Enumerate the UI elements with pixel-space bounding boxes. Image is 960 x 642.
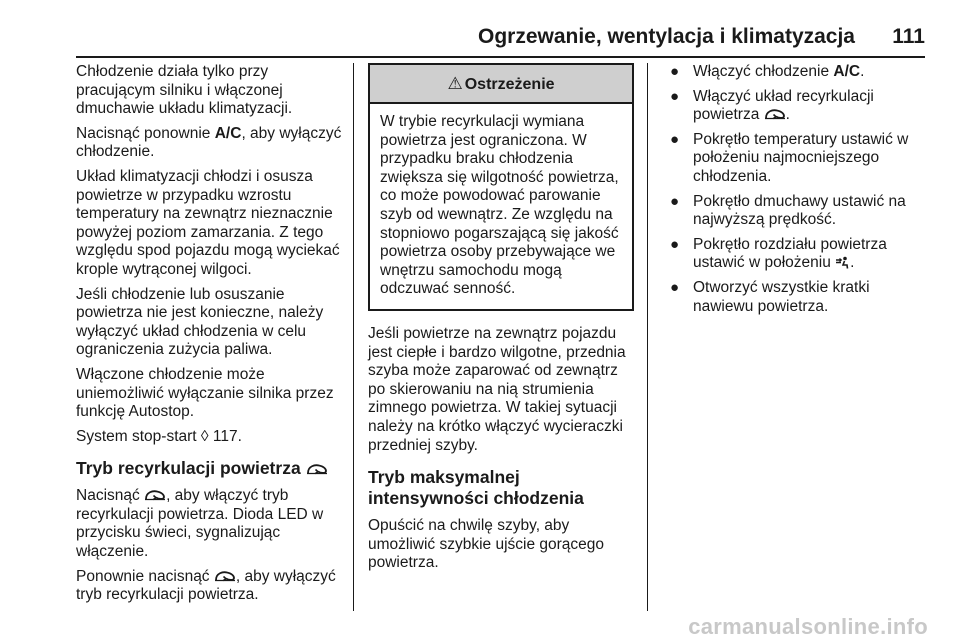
list-item: ● Pokrętło temperatury ustawić w położeniu najmocniejszego chłodzenia. [670,130,909,185]
bullet-icon: ● [670,63,680,80]
section-heading: Tryb recyrkulacji powietrza [76,458,348,479]
bullet-icon: ● [670,192,680,210]
list-item: ● Pokrętło rozdziału powietrza ustawić w położeniu . [670,235,887,272]
paragraph: Układ klimatyzacji chłodzi i osusza powietrze w przypadku wzrostu temperatury na zewnątrz nieznacznie powyżej poziom zamarzania. Z tego względu spod pojazdu mogą wyciekać krople wytrąconej wilgoci. [76,167,340,278]
warning-title: Ostrzeżenie [464,76,555,93]
column-3 [664,63,926,322]
ac-key-label: A/C [833,63,861,80]
list-item: ● Otworzyć wszystkie kratki nawiewu powietrza. [670,278,870,315]
list-item: ● Pokrętło dmuchawy ustawić na najwyższą prędkość. [670,192,906,229]
warning-text: W trybie recyrkulacji wymiana powietrza jest ograniczona. W przypadku braku chłodzenia zwiększa się wilgotność powietrza, co może powodować parowanie szyb od wewnątrz. Ze względu na stopniowo pogarszającą się jakość powietrza osoby przebywające we wnętrzu samochodu mogą odczuwać senność. [380,113,619,298]
page-header [76,22,925,58]
column-divider-2 [647,63,648,611]
paragraph: Ponownie nacisnąć , aby wyłączyć tryb recyrkulacji powietrza. [76,567,336,604]
warning-box [368,63,634,311]
warning-header [370,65,632,104]
air-distribution-face-icon [835,256,850,269]
paragraph: Nacisnąć ponownie A/C, aby wyłączyć chłodzenie. [76,124,342,161]
bullet-icon: ● [670,278,680,296]
paragraph: Włączone chłodzenie może uniemożliwić wyłączanie silnika przez funkcję Autostop. [76,365,334,421]
air-recirculation-icon [306,463,328,475]
air-recirculation-icon [764,108,786,120]
paragraph: Jeśli chłodzenie lub osuszanie powietrza nie jest konieczne, należy wyłączyć układ chłodzenia w celu ograniczenia zużycia paliwa. [76,285,324,359]
column-2 [368,63,634,579]
air-recirculation-icon [214,570,236,582]
bullet-icon: ● [670,235,680,253]
page-reference-icon: ◊ [200,427,209,445]
watermark: carmanualsonline.info [688,614,928,639]
column-divider-1 [353,63,354,611]
list-item: ● Włączyć chłodzenie A/C. [670,63,865,80]
column-1 [76,63,348,611]
list-item: ● Włączyć układ recyrkulacji powietrza . [670,87,874,124]
header-title: Ogrzewanie, wentylacja i klimatyzacja [477,25,855,48]
bullet-icon: ● [670,87,680,105]
page-number: 111 [892,25,925,48]
paragraph: Nacisnąć , aby włączyć tryb recyrkulacji powietrza. Dioda LED w przycisku świeci, sygnalizując włączenie. [76,487,324,561]
ac-key-label: A/C [214,124,242,142]
paragraph: System stop-start ◊ 117. [76,427,242,445]
warning-icon: ⚠ [447,74,463,93]
page-reference[interactable]: 117. [208,427,242,445]
section-heading: Tryb maksymalnej intensywności chłodzenia [368,467,584,509]
bullet-list [664,63,926,316]
paragraph: Jeśli powietrze na zewnątrz pojazdu jest ciepłe i bardzo wilgotne, przednia szyba może zaparować od zewnątrz po skierowaniu na nią strumienia zimnego powietrza. W takiej sytuacji należy na krótko włączyć wycieraczki przedniej szyby. [368,324,626,454]
bullet-icon: ● [670,130,680,148]
paragraph: Opuścić na chwilę szyby, aby umożliwić szybkie ujście gorącego powietrza. [368,517,605,572]
paragraph: Chłodzenie działa tylko przy pracującym silniku i włączonej dmuchawie układu klimatyzacji. [76,63,293,118]
air-recirculation-icon [144,489,166,501]
